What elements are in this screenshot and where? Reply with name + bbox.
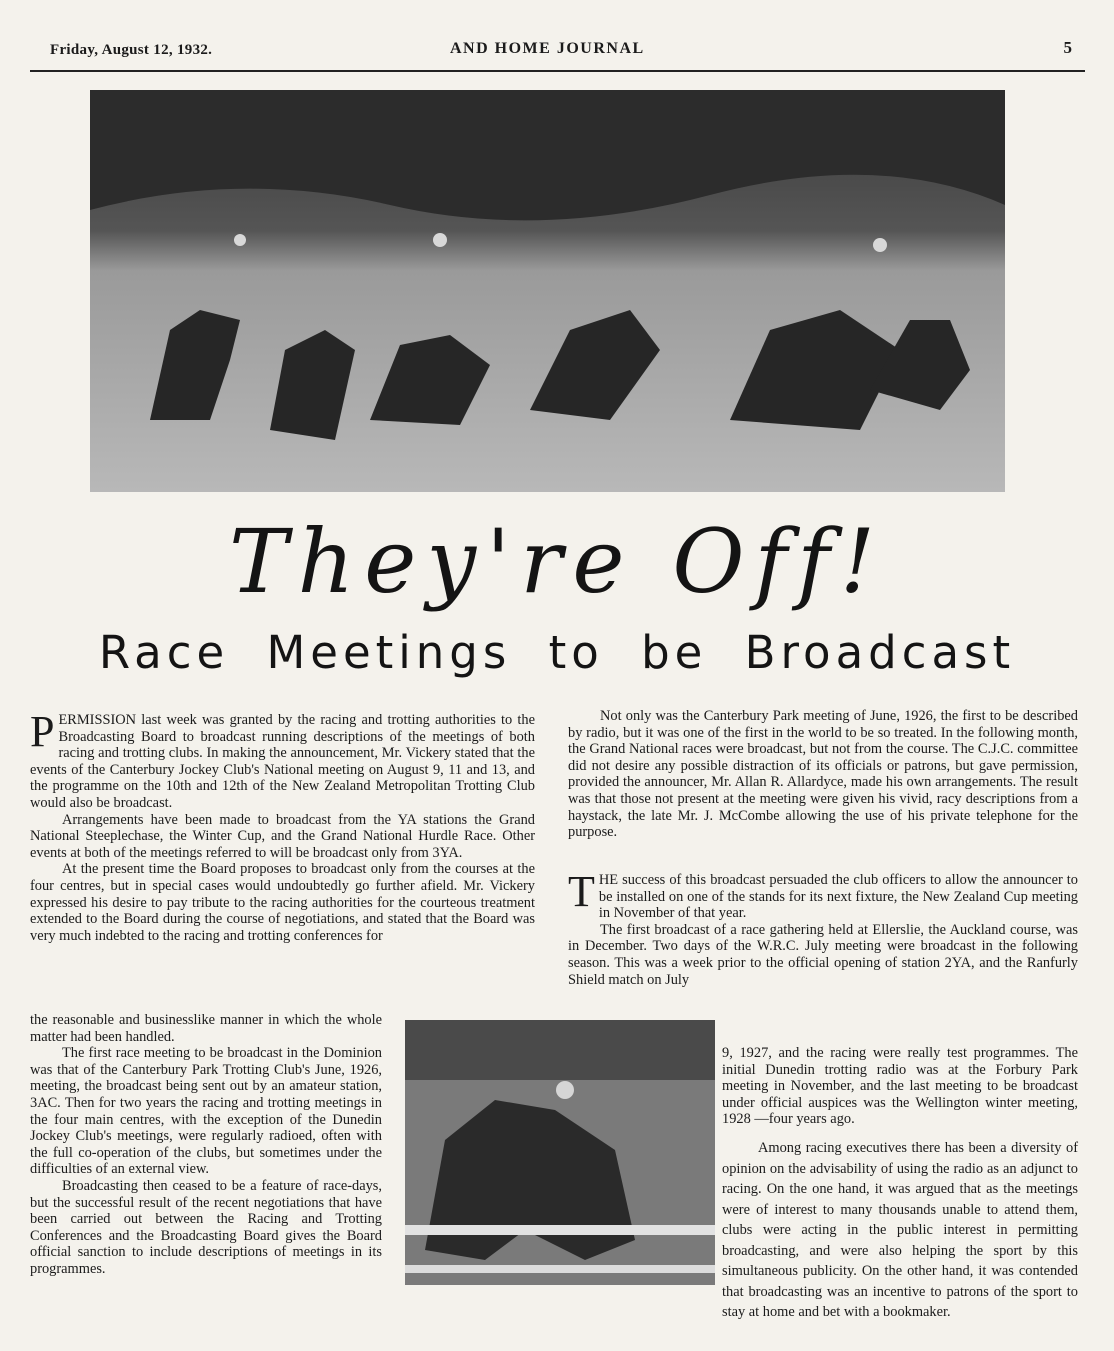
paragraph: Arrangements have been made to broadcast from the YA stations the Grand National Steeplechase, the Winter Cup, and the Grand National Hurdle Race. Other events at both of the meetings referred to will be broadcast only from 3YA.: [30, 811, 535, 861]
paragraph: THE success of this broadcast persuaded the club officers to allow the announcer to be installed on one of the stands for its next fixture, the New Zealand Cup meeting in November of that year.: [568, 867, 1078, 922]
article-column-2-bottom: [722, 1138, 1078, 1323]
horse-race-photo: [90, 90, 1005, 492]
drop-cap: T: [568, 867, 595, 916]
header-rule: [30, 70, 1085, 72]
paragraph: PERMISSION last week was granted by the racing and trotting authorities to the Broadcasting Board to broadcast running descriptions of the meetings of both racing and trotting clubs. In making the announcement, Mr. Vickery stated that the events of the Canterbury Jockey Club's National meeting on August 9, 11 and 13, and the programme on the 10th and 12th of the New Zealand Metropolitan Trotting Club would also be broadcast.: [30, 707, 535, 811]
page-number: 5: [1063, 38, 1072, 57]
headline-subtitle: Race Meetings to be Broadcast: [98, 626, 1016, 679]
journal-title: AND HOME JOURNAL: [450, 40, 645, 57]
horse-jump-photo: [405, 1020, 715, 1285]
paragraph: The first race meeting to be broadcast in the Dominion was that of the Canterbury Park Trotting Club's June, 1926, meeting, the broadcast being sent out by an amateur station, 3AC. Then for two years the racing and trotting meetings in the four main centres, with the exception of the Dunedin Jockey Club's meetings, were regularly radioed, often with the full co-operation of the clubs, but sometimes under the difficulties of an external view.: [30, 1045, 382, 1178]
paragraph: The first broadcast of a race gathering held at Ellerslie, the Auckland course, was in December. Two days of the W.R.C. July meeting were broadcast in the following season. This was a week prior to the official opening of station 2YA, and the Ranfurly Shield match on July: [568, 921, 1078, 988]
paragraph: the reasonable and businesslike manner in which the whole matter had been handled.: [30, 1012, 382, 1045]
article-column-2-top: [568, 708, 1078, 841]
paragraph: Not only was the Canterbury Park meeting of June, 1926, the first to be described by radio, but it was one of the first in the world to be so treated. In the following month, the Grand National races were broadcast, but not from the course. The C.J.C. committee did not desire any possible distraction of its officials or patrons, but gave permission, provided the announcer, Mr. Allan R. Allardyce, made his own arrangements. The result was that those not present at the meeting were given his vivid, racy descriptions from a haystack, the late Mr. J. McCombe allowing the use of his private telephone for the purpose.: [568, 708, 1078, 841]
article-column-2-lower: [722, 1045, 1078, 1128]
headline-main: They're Off!: [228, 510, 886, 613]
paragraph: Among racing executives there has been a diversity of opinion on the advisability of using the radio as an adjunct to racing. On the one hand, it was argued that as the meetings were of interest to many thousands unable to attend them, clubs were acting in the public interest in permitting broadcasting, and were also helping the sport by this simultaneous publicity. On the other hand, it was contended that broadcasting was an incentive to patrons of the sport to stay at home and bet with a bookmaker.: [722, 1140, 1078, 1320]
page-header: [50, 36, 1084, 66]
paragraph: Broadcasting then ceased to be a feature of race-days, but the successful result of the recent negotiations that have been carried out between the Racing and Trotting Conferences and the Broadcasting Board gives the Board official sanction to include descriptions of meetings in its programmes.: [30, 1177, 382, 1277]
article-column-2-middle: [568, 867, 1078, 988]
drop-cap: P: [30, 707, 55, 756]
article-column-1-top: [30, 707, 535, 944]
paragraph: At the present time the Board proposes to broadcast only from the courses at the four centres, but in special cases would undoubtedly go further afield. Mr. Vickery expressed his desire to pay tribute to the racing authorities for the courteous treatment extended to the Board during the course of negotiations, and stated that the Board was very much indebted to the racing and trotting conferences for: [30, 861, 535, 944]
article-column-1-bottom: [30, 1012, 382, 1278]
paragraph: 9, 1927, and the racing were really test programmes. The initial Dunedin trotting radio was at the Forbury Park meeting in November, and the last meeting to be broadcast under official auspices was the Wellington winter meeting, 1928 —four years ago.: [722, 1045, 1078, 1128]
issue-date: Friday, August 12, 1932.: [50, 42, 213, 58]
